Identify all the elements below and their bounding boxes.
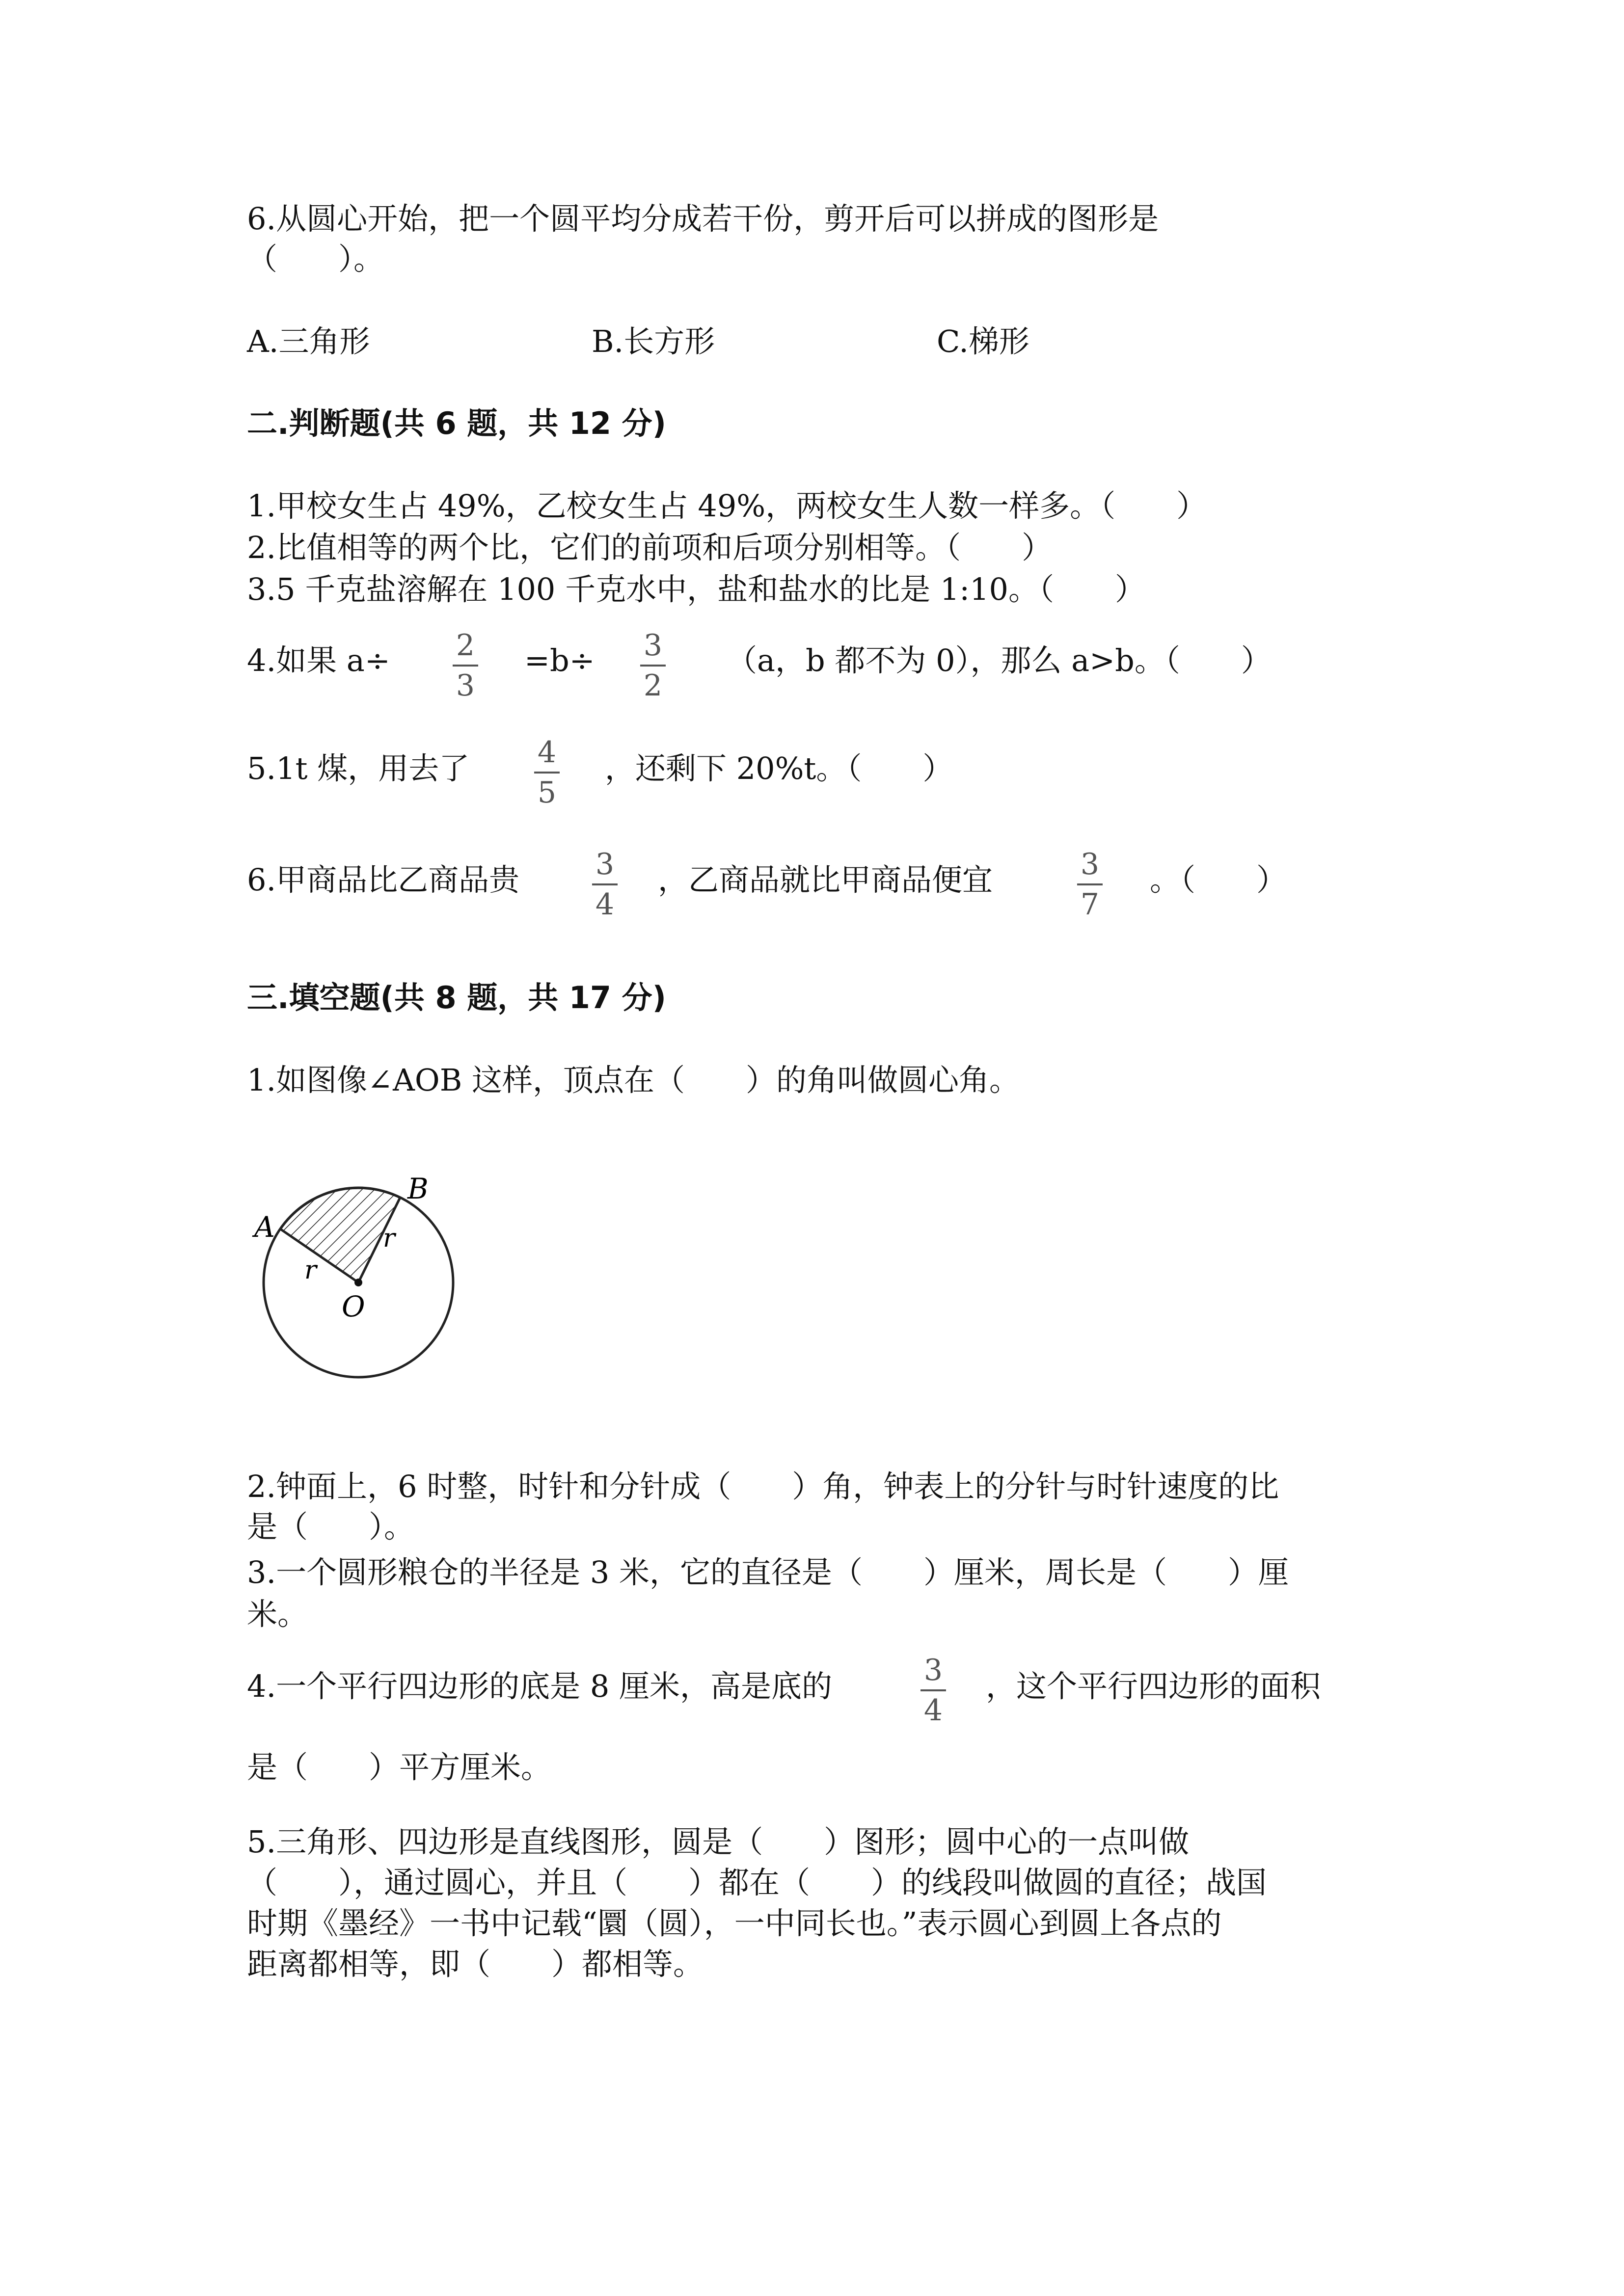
fraction-numerator: 2 [456,628,475,663]
fraction-denominator: 5 [537,775,557,810]
fraction-numerator: 3 [1080,847,1100,881]
question-text: 5.1t 煤，用去了 [247,750,470,786]
fraction [1075,848,1105,921]
fraction-numerator: 4 [537,735,557,770]
fraction-denominator: 4 [923,1693,943,1728]
question-text: 5.三角形、四边形是直线图形，圆是（ ）图形；圆中心的一点叫做 [247,1824,1190,1860]
fraction [532,736,562,809]
fraction [638,629,668,702]
question-text: 3.一个圆形粮仓的半径是 3 米，它的直径是（ ）厘米，周长是（ ）厘 [247,1554,1289,1590]
question-text: 2.比值相等的两个比，它们的前项和后项分别相等。（ ） [247,530,1053,565]
option-b: B.长方形 [592,323,715,359]
fraction [919,1654,948,1727]
question-text: 2.钟面上，6 时整，时针和分针成（ ）角，钟表上的分针与时针速度的比 [247,1468,1279,1504]
label-o: O [342,1290,365,1323]
fraction-denominator: 2 [643,668,663,703]
option-a: A.三角形 [247,323,370,359]
question-text: 。（ ） [1150,862,1287,898]
fraction-denominator: 3 [456,668,475,703]
question-text: 米。 [247,1596,308,1632]
central-angle-figure [245,1168,471,1384]
fraction [451,629,480,702]
fraction-denominator: 7 [1080,887,1100,922]
label-r-left: r [304,1255,317,1285]
section-heading: 三.填空题(共 8 题，共 17 分) [247,980,666,1015]
shaded-sector [280,1188,400,1282]
question-text: 距离都相等，即（ ）都相等。 [247,1946,704,1982]
question-text: 4.一个平行四边形的底是 8 厘米，高是底的 [247,1668,833,1704]
fraction-bar [592,883,618,885]
fraction-bar [640,665,666,667]
fraction-bar [920,1689,946,1691]
label-b: B [407,1172,429,1205]
option-c: C.梯形 [937,323,1029,359]
question-text: 1.甲校女生占 49%，乙校女生占 49%，两校女生人数一样多。（ ） [247,488,1207,524]
question-text: ，这个平行四边形的面积 [986,1668,1321,1704]
fraction-numerator: 3 [923,1653,943,1687]
question-text: 6.甲商品比乙商品贵 [247,862,520,898]
center-point [354,1279,362,1286]
question-text: ，还剩下 20%t。（ ） [605,750,953,786]
label-a: A [254,1210,275,1244]
question-text: 是（ ）。 [247,1509,415,1545]
fraction-bar [453,665,478,667]
question-text: 1.如图像∠AOB 这样，顶点在（ ）的角叫做圆心角。 [247,1062,1020,1098]
question-text: （ ）。 [247,241,384,277]
fraction-bar [1077,883,1103,885]
fraction-numerator: 3 [595,847,615,881]
question-text: 4.如果 a÷ [247,642,390,678]
fraction-bar [534,772,560,774]
question-text: （ ），通过圆心，并且（ ）都在（ ）的线段叫做圆的直径；战国 [247,1865,1267,1900]
question-text: 是（ ）平方厘米。 [247,1749,552,1785]
question-text: =b÷ [524,642,595,678]
fraction-denominator: 4 [595,887,615,922]
question-text: （a，b 都不为 0），那么 a>b。（ ） [727,642,1272,678]
question-text: 3.5 千克盐溶解在 100 千克水中，盐和盐水的比是 1:10。（ ） [247,571,1145,607]
question-text: 时期《墨经》一书中记载“圜（圆），一中同长也。”表示圆心到圆上各点的 [247,1905,1222,1941]
section-heading: 二.判断题(共 6 题，共 12 分) [247,405,666,441]
fraction [590,848,620,921]
fraction-numerator: 3 [643,628,663,663]
question-text: ，乙商品就比甲商品便宜 [658,862,993,898]
question-text: 6.从圆心开始，把一个圆平均分成若干份，剪开后可以拼成的图形是 [247,201,1159,237]
label-r-right: r [383,1224,395,1253]
